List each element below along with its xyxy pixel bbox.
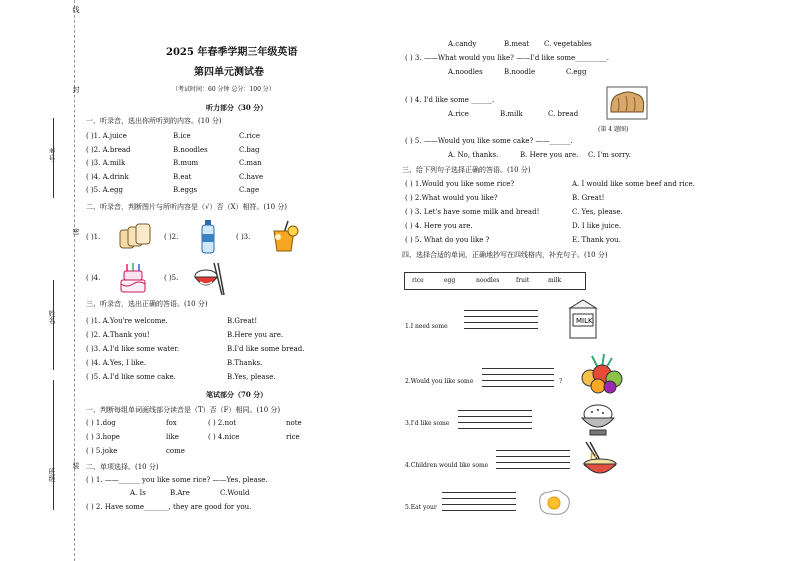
w-s3-a2: B. Great! <box>572 194 605 202</box>
l-s3-title: 三、听录音，选出正确的答语。(10 分) <box>86 300 208 308</box>
w-s2-q3-b: B.noodle <box>504 68 536 76</box>
s4-question-mark: ? <box>559 378 563 385</box>
w-s3-a4: D. I like juice. <box>572 222 622 230</box>
word-rice: rice <box>412 277 424 284</box>
w-s2-q2-b: B.meat <box>504 40 530 48</box>
cake-picture <box>118 262 148 296</box>
class-line <box>53 380 54 510</box>
bread-loaf-picture <box>606 86 648 120</box>
noodles-picture <box>580 442 618 480</box>
w-s2-q1-c: C.Would <box>220 489 250 497</box>
w-s2-q4-a: A.rice <box>448 110 469 118</box>
label-exam-number: 考号 <box>48 148 56 162</box>
l-s1-q5-b: B.eggs <box>173 186 198 194</box>
s4-sentence-4: 4.Children would like some <box>405 462 489 469</box>
word-milk: milk <box>548 277 562 284</box>
l-s1-q1-b: B.ice <box>173 132 191 140</box>
l-s1-q3-c: C.man <box>239 159 262 167</box>
water-bottle-picture <box>200 220 216 254</box>
w-s3-a3: C. Yes, please. <box>572 208 623 216</box>
l-s2-q3: ( )3. <box>236 233 251 241</box>
w-s2-q4-caption: (第 4 题图) <box>598 126 629 133</box>
w-s3-a5: E. Thank you. <box>572 236 621 244</box>
word-egg: egg <box>444 277 456 284</box>
word-noodles: noodles <box>476 277 500 284</box>
w-s1-r1-a: ( ) 1.dog <box>86 419 116 427</box>
exam-info: （考试时间：60 分钟 总分：100 分） <box>172 86 275 93</box>
l-s1-q5-c: C.age <box>239 186 260 194</box>
w-s2-title: 二、单项选择。(10 分) <box>86 463 159 471</box>
l-s1-q5-a: ( )5. A.egg <box>86 186 123 194</box>
w-s1-r2-c: ( ) 4.nice <box>208 433 240 441</box>
side-mark-1: 线 <box>72 6 80 13</box>
exam-number-line <box>53 118 54 198</box>
juice-picture <box>268 219 300 253</box>
l-s3-q3-a: ( )3. A.I'd like some water. <box>86 345 180 353</box>
bread-picture <box>118 222 152 250</box>
l-s3-q5-b: B.Yes, please. <box>227 373 276 381</box>
s4-sentence-3: 3.I'd like some <box>405 420 450 427</box>
w-s2-q1: ( ) 1. ——______ you like some rice? ——Yes, please. <box>86 476 268 484</box>
w-s2-q3-c: C.egg <box>566 68 587 76</box>
s4-sentence-5: 5.Eat your <box>405 504 437 511</box>
w-s2-q5: ( ) 5. ——Would you like some cake? ——______. <box>405 137 573 145</box>
w-s2-q4-c: C. bread <box>548 110 579 118</box>
l-s1-q4-c: C.have <box>239 173 264 181</box>
l-s1-q4-b: B.eat <box>173 173 192 181</box>
l-s1-q4-a: ( )4. A.drink <box>86 173 129 181</box>
w-s1-r2-a: ( ) 3.hope <box>86 433 120 441</box>
name-line <box>53 280 54 370</box>
l-s3-q2-a: ( )2. A.Thank you! <box>86 331 150 339</box>
page-subtitle: 第四单元测试卷 <box>194 67 264 78</box>
w-s1-r3-b: come <box>166 447 185 455</box>
l-s2-q1: ( )1. <box>86 233 101 241</box>
rice-bowl-picture <box>192 263 226 297</box>
written-heading: 笔试部分（70 分） <box>206 390 268 399</box>
w-s3-q3: ( ) 3. Let's have some milk and bread! <box>405 208 540 216</box>
word-fruit: fruit <box>516 277 530 284</box>
w-s3-q4: ( ) 4. Here you are. <box>405 222 473 230</box>
l-s1-q1-a: ( )1. A.juice <box>86 132 127 140</box>
label-name: 姓名 <box>48 310 56 324</box>
w-s2-q1-a: A. Is <box>130 489 146 497</box>
l-s1-q3-a: ( )3. A.milk <box>86 159 126 167</box>
w-s2-q4: ( ) 4. I'd like some ______. <box>405 96 495 104</box>
l-s3-q3-b: B.I'd like some bread. <box>227 345 305 353</box>
rice-dish-picture <box>578 402 618 438</box>
l-s2-q2: ( )2. <box>164 233 179 241</box>
l-s3-q4-a: ( )4. A.Yes, I like. <box>86 359 147 367</box>
w-s1-r2-d: rice <box>286 433 300 441</box>
l-s3-q2-b: B.Here you are. <box>227 331 284 339</box>
w-s1-r3-a: ( ) 5.joke <box>86 447 118 455</box>
listening-heading: 听力部分（30 分） <box>206 103 268 112</box>
w-s1-r2-b: like <box>166 433 179 441</box>
label-class: 班级 <box>48 468 56 482</box>
l-s3-q1-a: ( )1. A.You're welcome. <box>86 317 168 325</box>
milk-carton-picture <box>566 298 600 340</box>
l-s1-q2-c: C.bag <box>239 146 260 154</box>
w-s2-q2-c: C. vegetables <box>544 40 592 48</box>
w-s2-q5-c: C. I'm sorry. <box>588 151 631 159</box>
w-s2-q3: ( ) 3. ——What would you like? ——I'd like some_________. <box>405 54 609 62</box>
l-s3-q4-b: B.Thanks. <box>227 359 263 367</box>
w-s2-q5-b: B. Here you are. <box>520 151 579 159</box>
l-s1-title: 一、听录音，选出你所听到的内容。(10 分) <box>86 117 222 125</box>
l-s2-title: 二、听录音，判断图片与所听内容是（√）否（X）相符。(10 分) <box>86 203 288 211</box>
w-s1-title: 一、判断每组单词画线部分读音是（T）否（F）相同。(10 分) <box>86 406 281 414</box>
side-mark-4: 装 <box>72 462 80 469</box>
side-mark-2: 封 <box>72 86 80 93</box>
l-s3-q5-a: ( )5. A.I'd like some cake. <box>86 373 176 381</box>
l-s2-q5: ( )5. <box>164 274 179 282</box>
l-s2-q4: ( )4. <box>86 274 101 282</box>
l-s1-q2-a: ( )2. A.bread <box>86 146 131 154</box>
w-s1-r1-c: ( ) 2.not <box>208 419 237 427</box>
w-s3-a1: A. I would like some beef and rice. <box>572 180 695 188</box>
binding-line <box>74 0 75 561</box>
s4-sentence-2: 2.Would you like some <box>405 378 474 385</box>
fried-egg-picture <box>536 488 572 518</box>
l-s1-q2-b: B.noodles <box>173 146 208 154</box>
w-s2-q2: ( ) 2. Have some_______, they are good for you. <box>86 503 252 511</box>
w-s2-q3-a: A.noodles <box>448 68 483 76</box>
w-s4-title: 四、选择合适的单词，正确地抄写在四线格内，补充句子。(10 分) <box>402 251 608 259</box>
w-s2-q4-b: B.milk <box>500 110 523 118</box>
w-s2-q5-a: A. No, thanks. <box>448 151 499 159</box>
w-s1-r1-b: fox <box>166 419 177 427</box>
w-s1-r1-d: note <box>286 419 302 427</box>
side-mark-3: 密 <box>72 228 80 235</box>
w-s2-q1-b: B.Are <box>170 489 190 497</box>
page-title: 2025 年春季学期三年级英语 <box>166 47 298 58</box>
w-s2-q2-a: A.candy <box>448 40 477 48</box>
fruit-picture <box>578 352 624 394</box>
svg-text:MILK: MILK <box>576 317 593 325</box>
l-s1-q3-b: B.mum <box>173 159 199 167</box>
l-s3-q1-b: B.Great! <box>227 317 258 325</box>
w-s3-q5: ( ) 5. What do you like ? <box>405 236 490 244</box>
w-s3-q1: ( ) 1.Would you like some rice? <box>405 180 515 188</box>
s4-sentence-1: 1.I need some <box>405 323 448 330</box>
w-s3-title: 三、给下列句子选择正确的答语。(10 分) <box>402 166 531 174</box>
l-s1-q1-c: C.rice <box>239 132 260 140</box>
w-s3-q2: ( ) 2.What would you like? <box>405 194 498 202</box>
